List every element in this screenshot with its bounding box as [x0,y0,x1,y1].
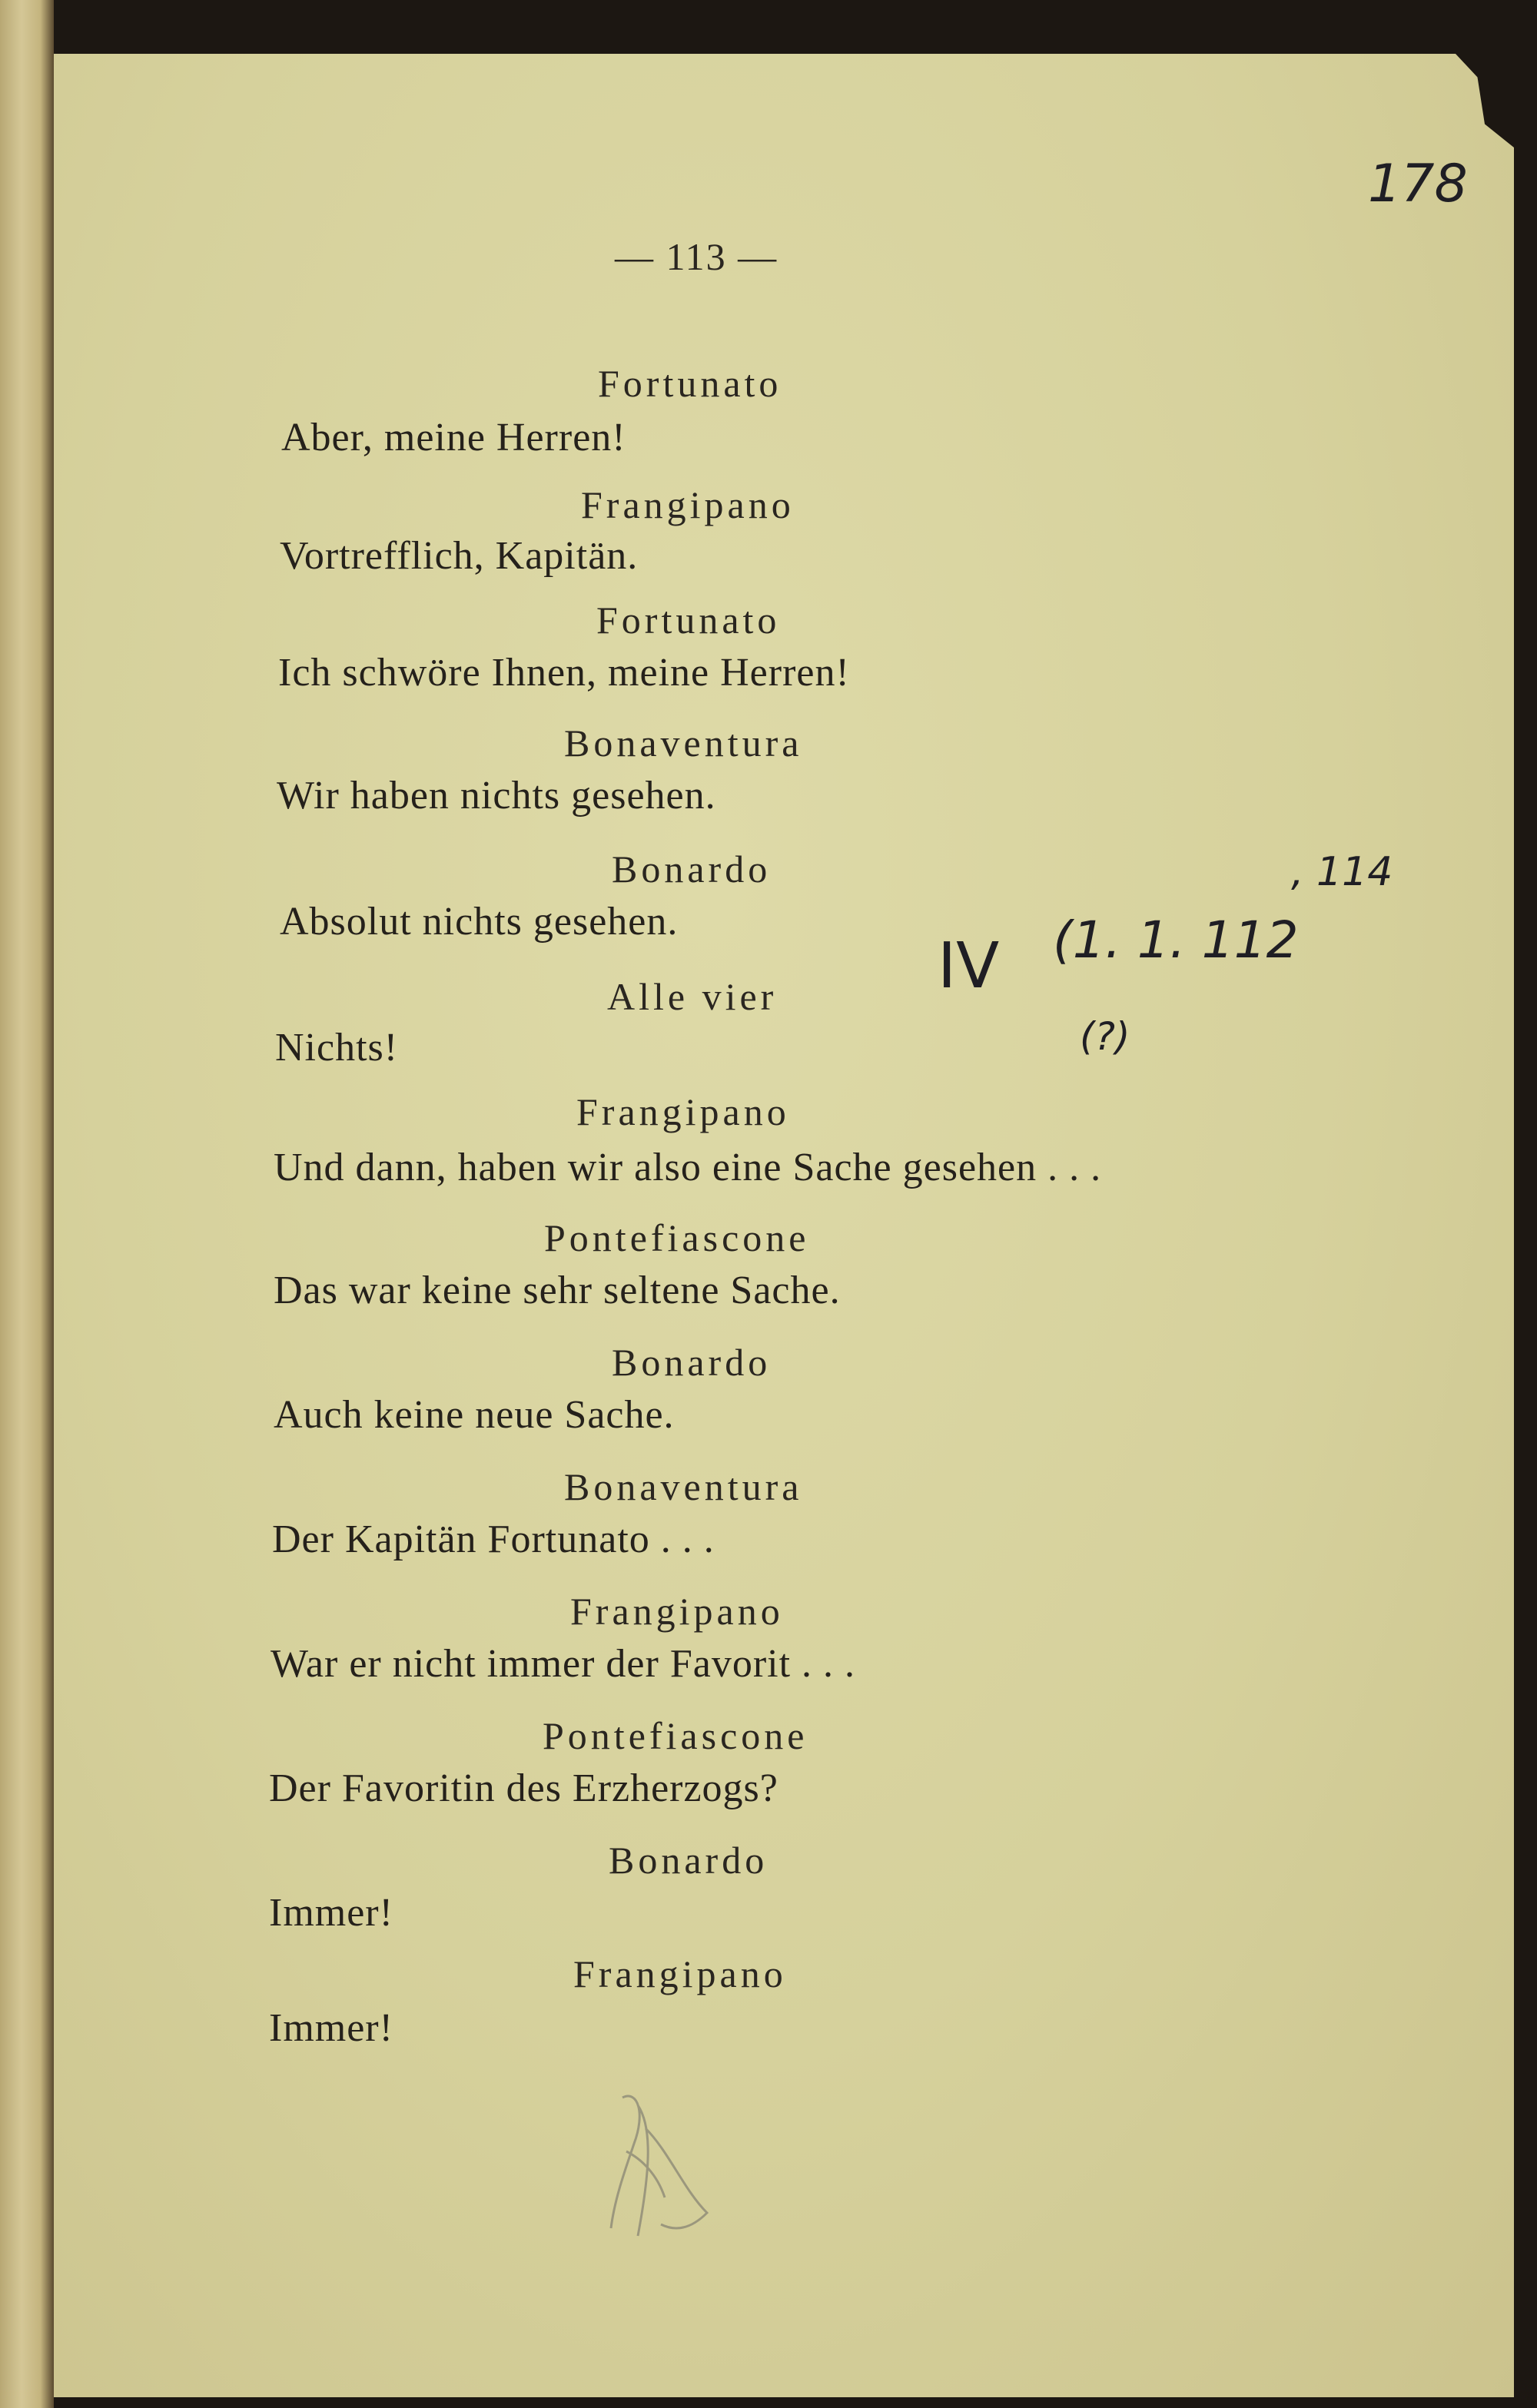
speaker-name: Frangipano [573,1952,787,1995]
dialogue-line: Und dann, haben wir also eine Sache gesehen . . . [274,1146,1102,1189]
book-gutter [0,0,54,2408]
page-number: — 113 — [615,235,778,278]
speaker-name: Frangipano [581,483,795,526]
speaker-name: Frangipano [570,1590,784,1633]
dialogue-line: War er nicht immer der Favorit . . . [271,1642,856,1686]
speaker-name: Bonaventura [564,721,803,765]
handwritten-page-reference: (1. 1. 112 [1053,910,1299,970]
speaker-name: Pontefiascone [544,1216,810,1259]
dialogue-line: Vortrefflich, Kapitän. [280,534,639,578]
speaker-name: Bonardo [612,1341,772,1384]
speaker-name: Bonardo [612,847,772,891]
speaker-name: Bonardo [609,1839,768,1882]
dialogue-line: Absolut nichts gesehen. [280,900,679,944]
dialogue-line: Der Kapitän Fortunato . . . [272,1517,715,1561]
speaker-name: Fortunato [598,362,782,405]
speaker-name: Pontefiascone [543,1714,808,1757]
dialogue-line: Aber, meine Herren! [281,416,626,459]
handwritten-act-mark: IV [938,930,1000,1003]
dialogue-line: Der Favoritin des Erzherzogs? [269,1766,778,1810]
dialogue-line: Wir haben nichts gesehen. [277,774,716,818]
dialogue-line: Immer! [269,1891,393,1935]
pencil-scribble-mark [592,2082,730,2251]
speaker-name: Bonaventura [564,1465,803,1508]
handwritten-folio-number: 178 [1368,154,1468,214]
dialogue-line: Immer! [269,2006,393,2050]
handwritten-page-reference-end: , 114 [1291,849,1393,895]
dialogue-line: Das war keine sehr seltene Sache. [274,1269,841,1312]
speaker-name: Frangipano [576,1090,790,1133]
dialogue-line: Auch keine neue Sache. [274,1393,675,1437]
dialogue-line: Nichts! [275,1026,399,1070]
dialogue-line: Ich schwöre Ihnen, meine Herren! [278,651,850,695]
handwritten-question-mark: (?) [1080,1014,1130,1059]
speaker-name: Fortunato [596,599,781,642]
speaker-name: Alle vier [607,975,778,1018]
